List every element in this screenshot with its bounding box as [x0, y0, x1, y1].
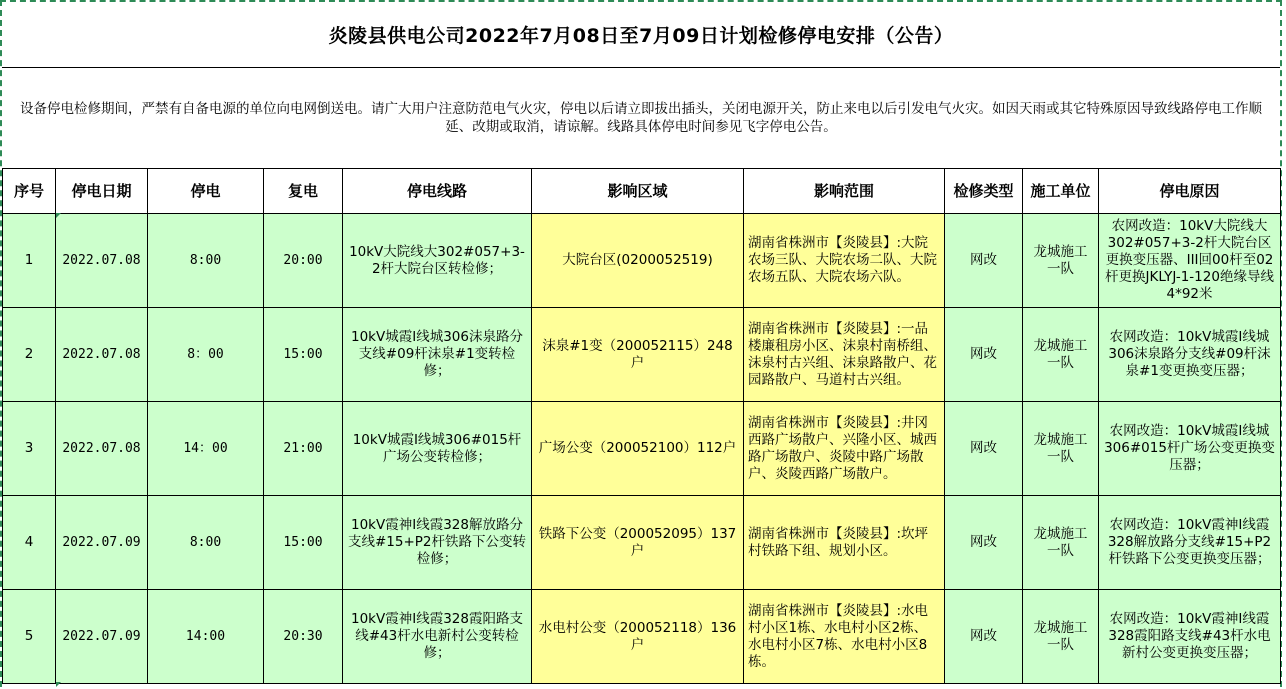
cell-on-time[interactable]: 15:00	[264, 496, 343, 590]
cell-reason[interactable]: 农网改造：10kV城霞I线城306沫泉路分支线#09杆沫泉#1变更换变压器；	[1099, 308, 1281, 402]
cell-area[interactable]: 大院台区(0200052519)	[532, 214, 744, 308]
cell-unit[interactable]: 龙城施工一队	[1023, 496, 1099, 590]
cell-area[interactable]: 沫泉#1变（200052115）248户	[532, 308, 744, 402]
cell-type[interactable]: 网改	[945, 214, 1023, 308]
cell-on-time[interactable]: 15:00	[264, 308, 343, 402]
cell-reason[interactable]: 农网改造：10kV大院线大302#057+3-2杆大院台区更换变压器、III回00杆至02杆更换JKLYJ-1-120绝缘导线4*92米	[1099, 214, 1281, 308]
notice-text: 设备停电检修期间，严禁有自备电源的单位向电网倒送电。请广大用户注意防范电气火灾，停电以后请立即拔出插头，关闭电源开关，防止来电以后引发电气火灾。如因天雨或其它特殊原因导致线路停电工作顺延、改期或取消，请谅解。线路具体停电时间参见飞字停电公告。	[2, 69, 1280, 168]
cell-type[interactable]: 网改	[945, 590, 1023, 684]
cell-off-time[interactable]: 14:00	[148, 590, 264, 684]
cell-reason[interactable]: 农网改造：10kV霞神I线霞328解放路分支线#15+P2杆铁路下公变更换变压器；	[1099, 496, 1281, 590]
cell-off-time[interactable]: 8:00	[148, 214, 264, 308]
cell-reason[interactable]: 农网改造：10kV城霞I线城306#015杆广场公变更换变压器；	[1099, 402, 1281, 496]
col-header-line[interactable]: 停电线路	[343, 169, 532, 214]
cell-area[interactable]: 铁路下公变（200052095）137户	[532, 496, 744, 590]
cell-line[interactable]: 10kV霞神I线霞328霞阳路支线#43杆水电新村公变转检修；	[343, 590, 532, 684]
cell-date[interactable]: 2022.07.08	[56, 214, 148, 308]
outage-table	[2, 168, 1281, 684]
cell-scope[interactable]: 湖南省株洲市【炎陵县】:一品楼廉租房小区、沫泉村南桥组、沫泉村古兴组、沫泉路散户、花园路散户、马道村古兴组。	[744, 308, 945, 402]
col-header-off-time[interactable]: 停电	[148, 169, 264, 214]
col-header-date[interactable]: 停电日期	[56, 169, 148, 214]
cell-line[interactable]: 10kV霞神I线霞328解放路分支线#15+P2杆铁路下公变转检修；	[343, 496, 532, 590]
col-header-scope[interactable]: 影响范围	[744, 169, 945, 214]
cell-unit[interactable]: 龙城施工一队	[1023, 308, 1099, 402]
cell-area[interactable]: 水电村公变（200052118）136户	[532, 590, 744, 684]
cell-no[interactable]: 5	[3, 590, 56, 684]
cell-on-time[interactable]: 20:30	[264, 590, 343, 684]
cell-area[interactable]: 广场公变（200052100）112户	[532, 402, 744, 496]
cell-unit[interactable]: 龙城施工一队	[1023, 402, 1099, 496]
col-header-area[interactable]: 影响区域	[532, 169, 744, 214]
cell-line[interactable]: 10kV城霞I线城306#015杆广场公变转检修；	[343, 402, 532, 496]
cell-on-time[interactable]: 20:00	[264, 214, 343, 308]
cell-date[interactable]: 2022.07.08	[56, 402, 148, 496]
col-header-unit[interactable]: 施工单位	[1023, 169, 1099, 214]
cell-no[interactable]: 1	[3, 214, 56, 308]
cell-no[interactable]: 3	[3, 402, 56, 496]
cell-type[interactable]: 网改	[945, 402, 1023, 496]
cell-date[interactable]: 2022.07.09	[56, 496, 148, 590]
cell-off-time[interactable]: 14：00	[148, 402, 264, 496]
comment-marker-icon	[56, 213, 61, 218]
cell-line[interactable]: 10kV城霞I线城306沫泉路分支线#09杆沫泉#1变转检修；	[343, 308, 532, 402]
cell-type[interactable]: 网改	[945, 496, 1023, 590]
cell-unit[interactable]: 龙城施工一队	[1023, 590, 1099, 684]
table-row	[3, 402, 1281, 496]
cell-scope[interactable]: 湖南省株洲市【炎陵县】:大院农场三队、大院农场二队、大院农场五队、大院农场六队。	[744, 214, 945, 308]
cell-date[interactable]: 2022.07.09	[56, 590, 148, 684]
cell-on-time[interactable]: 21:00	[264, 402, 343, 496]
table-row	[3, 308, 1281, 402]
comment-marker-icon	[56, 682, 61, 687]
cell-type[interactable]: 网改	[945, 308, 1023, 402]
table-row	[3, 496, 1281, 590]
col-header-reason[interactable]: 停电原因	[1099, 169, 1281, 214]
table-row	[3, 214, 1281, 308]
cell-scope[interactable]: 湖南省株洲市【炎陵县】:井冈西路广场散户、兴隆小区、城西路广场散户、炎陵中路广场散户、炎陵西路广场散户。	[744, 402, 945, 496]
cell-line[interactable]: 10kV大院线大302#057+3-2杆大院台区转检修；	[343, 214, 532, 308]
page-title: 炎陵县供电公司2022年7月08日至7月09日计划检修停电安排（公告）	[2, 2, 1280, 68]
cell-off-time[interactable]: 8：00	[148, 308, 264, 402]
cell-scope[interactable]: 湖南省株洲市【炎陵县】:坎坪村铁路下组、规划小区。	[744, 496, 945, 590]
cell-unit[interactable]: 龙城施工一队	[1023, 214, 1099, 308]
col-header-no[interactable]: 序号	[3, 169, 56, 214]
cell-no[interactable]: 2	[3, 308, 56, 402]
cell-off-time[interactable]: 8:00	[148, 496, 264, 590]
cell-reason[interactable]: 农网改造：10kV霞神I线霞328霞阳路支线#43杆水电新村公变更换变压器；	[1099, 590, 1281, 684]
table-row	[3, 590, 1281, 684]
cell-no[interactable]: 4	[3, 496, 56, 590]
col-header-type[interactable]: 检修类型	[945, 169, 1023, 214]
cell-scope[interactable]: 湖南省株洲市【炎陵县】:水电村小区1栋、水电村小区2栋、水电村小区7栋、水电村小区8栋。	[744, 590, 945, 684]
table-header-row	[3, 169, 1281, 214]
col-header-on-time[interactable]: 复电	[264, 169, 343, 214]
cell-date[interactable]: 2022.07.08	[56, 308, 148, 402]
